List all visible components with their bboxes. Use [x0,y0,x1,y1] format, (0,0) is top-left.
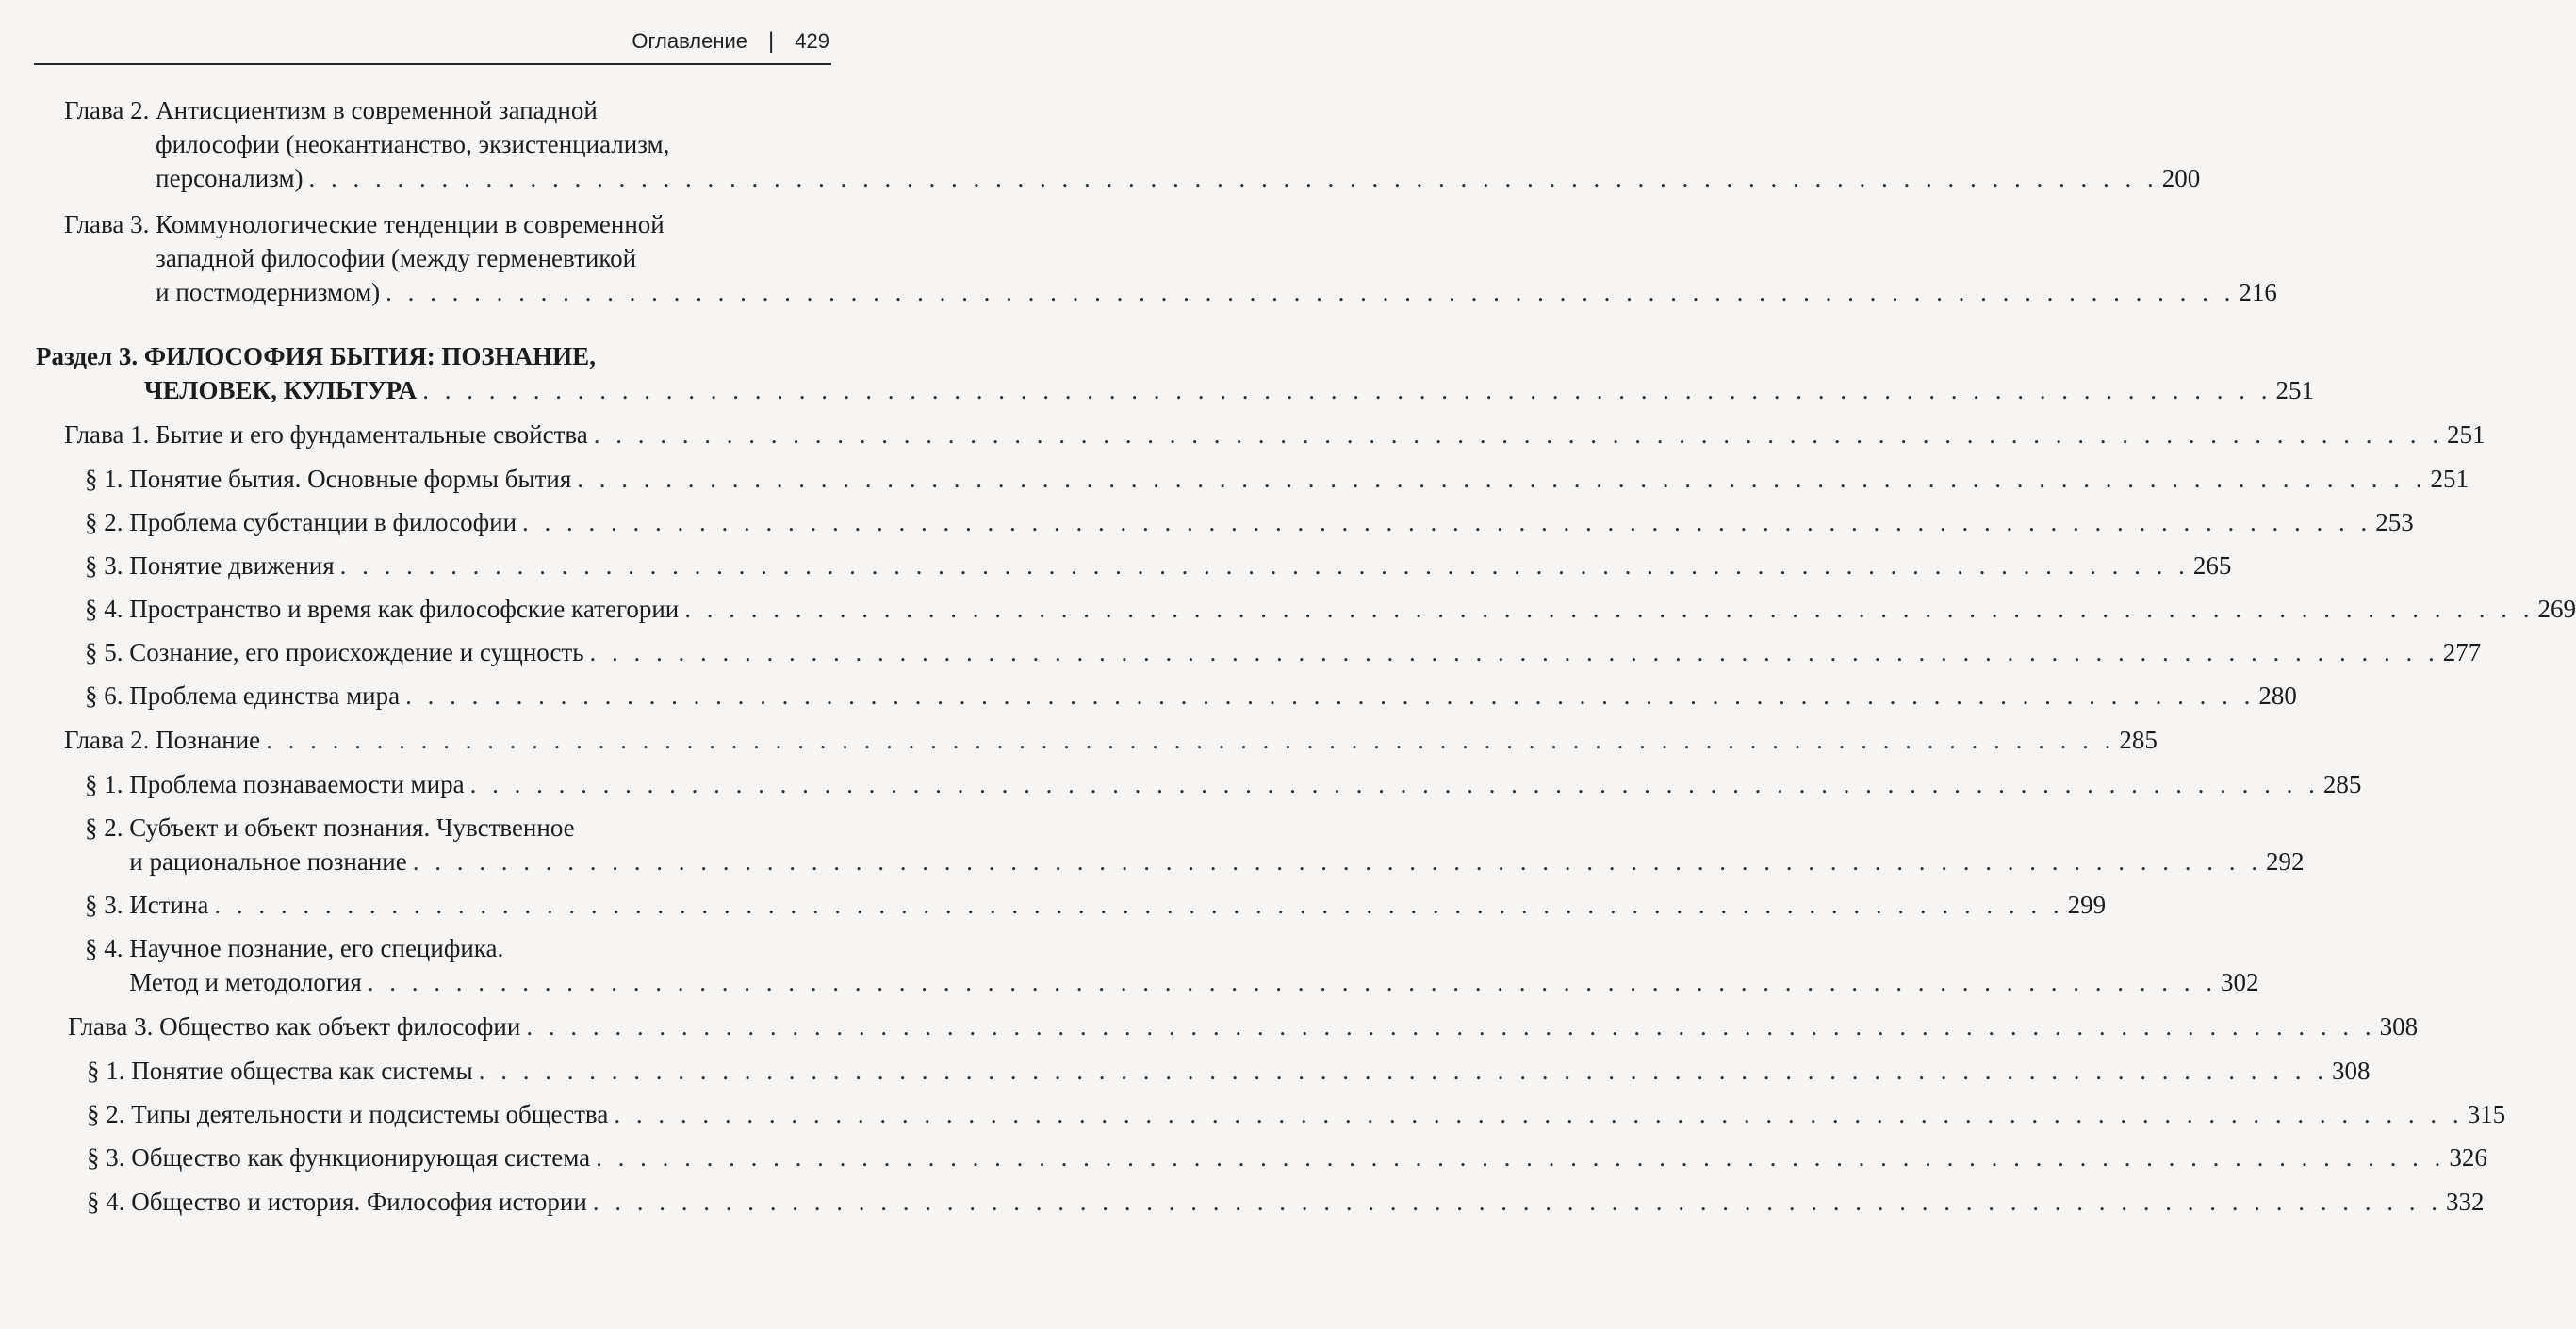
entry-prefix: § 5. [85,638,130,666]
entry-title-line: Проблема субстанции в философии [129,508,517,536]
toc-entry[interactable] [87,1097,2506,1131]
dot-leader [590,635,2439,669]
entry-prefix: § 4. [85,934,130,962]
entry-title-line: Проблема познаваемости мира [129,770,465,798]
toc-entry[interactable] [85,505,2414,539]
entry-prefix: Глава 2. [64,96,156,124]
entry-page: 285 [2119,726,2158,754]
entry-page: 269 [2537,595,2576,623]
toc-entry[interactable] [85,767,2362,801]
dot-leader [422,373,2272,407]
entry-page: 200 [2161,164,2201,192]
header-rule [34,63,831,65]
running-header [632,28,829,55]
entry-title-line: Понятие бытия. Основные формы бытия [129,465,572,493]
dot-leader [405,679,2255,713]
header-title: Оглавление [632,29,748,53]
entry-title-line: Понятие общества как системы [131,1057,473,1085]
entry-prefix: § 3. [85,891,130,919]
entry-title-line: Типы деятельности и подсистемы общества [131,1100,609,1128]
dot-leader [479,1054,2328,1088]
entry-page: 299 [2067,891,2107,919]
entry-prefix: § 1. [87,1057,132,1085]
entry-title-line: Антисциентизм в современной западной [156,96,598,124]
toc-section-entry[interactable] [36,339,2314,407]
header-separator: | [768,28,775,54]
entry-title-line: ЧЕЛОВЕК, КУЛЬТУРА [143,376,418,404]
entry-title-line: и постмодернизмом) [156,278,381,306]
entry-prefix: § 2. [87,1100,132,1128]
entry-page: 315 [2467,1100,2506,1128]
toc-entry[interactable] [64,207,2277,309]
entry-page: 308 [2331,1057,2371,1085]
toc-entry[interactable] [85,592,2576,626]
entry-title-line: Общество как объект философии [159,1012,521,1041]
dot-leader [614,1097,2463,1131]
toc-entry[interactable] [85,679,2297,713]
entry-title-line: Общество как функционирующая система [131,1143,591,1172]
dot-leader [577,462,2426,496]
entry-page: 280 [2258,681,2297,710]
entry-page: 251 [2275,376,2314,404]
entry-prefix: Глава 3. [64,210,156,238]
entry-prefix: § 4. [87,1188,132,1216]
entry-page: 326 [2449,1143,2487,1172]
entry-title-line: Бытие и его фундаментальные свойства [156,420,588,449]
entry-prefix: Глава 2. [64,726,156,754]
dot-leader [214,888,2063,922]
dot-leader [386,275,2235,309]
entry-title-line: Метод и методология [129,968,362,996]
entry-prefix: Раздел 3. [36,342,144,370]
entry-title-line: персонализм) [156,164,304,192]
entry-prefix: § 2. [85,508,130,536]
entry-page: 332 [2446,1188,2485,1216]
entry-page: 292 [2265,847,2305,876]
toc-entry[interactable] [68,1009,2419,1043]
entry-title-line: Научное познание, его специфика. [129,934,504,962]
entry-prefix: § 1. [85,770,130,798]
toc-entry[interactable] [85,931,2259,999]
entry-title-line: западной философии (между герменевтикой [156,244,637,272]
entry-page: 285 [2322,770,2362,798]
toc-entry[interactable] [85,635,2482,669]
entry-title-line: Понятие движения [129,551,335,580]
toc-entry[interactable] [85,549,2232,582]
toc-entry[interactable] [64,93,2201,195]
entry-prefix: Глава 3. [68,1012,160,1041]
entry-prefix: § 1. [85,465,130,493]
entry-title-line: Пространство и время как философские категории [129,595,680,623]
entry-prefix: § 6. [85,681,130,710]
entry-prefix: § 2. [85,813,130,842]
entry-title-line: и рациональное познание [129,847,407,876]
dot-leader [413,845,2262,878]
entry-page: 265 [2192,551,2232,580]
page-number: 429 [795,29,829,53]
entry-title-line: ФИЛОСОФИЯ БЫТИЯ: ПОЗНАНИЕ, [143,342,596,370]
entry-title-line: Истина [129,891,209,919]
entry-page: 251 [2447,420,2486,449]
toc-entry[interactable] [85,462,2469,496]
dot-leader [309,161,2158,195]
toc-entry[interactable] [85,811,2305,878]
entry-title-line: философии (неокантианство, экзистенциализм, [156,130,670,158]
entry-title-line: Общество и история. Философия истории [131,1188,587,1216]
entry-title-line: Проблема единства мира [129,681,401,710]
dot-leader [526,1009,2375,1043]
toc-entry[interactable] [87,1185,2485,1219]
dot-leader [594,418,2443,451]
entry-title-line: Коммунологические тенденции в современной [156,210,665,238]
dot-leader [266,723,2115,757]
entry-title-line: Сознание, его происхождение и сущность [129,638,584,666]
entry-page: 216 [2239,278,2277,306]
dot-leader [470,767,2320,801]
toc-entry[interactable] [64,723,2158,757]
entry-title-line: Познание [156,726,261,754]
entry-prefix: § 3. [87,1143,132,1172]
entry-page: 308 [2379,1012,2419,1041]
entry-prefix: § 4. [85,595,130,623]
dot-leader [596,1140,2445,1174]
dot-leader [340,549,2190,582]
entry-page: 251 [2430,465,2469,493]
entry-page: 253 [2375,508,2414,536]
toc-entry[interactable] [64,418,2486,451]
dot-leader [684,592,2534,626]
toc-entry[interactable] [85,888,2107,922]
entry-prefix: Глава 1. [64,420,156,449]
dot-leader [368,965,2217,999]
dot-leader [522,505,2371,539]
entry-page: 277 [2442,638,2482,666]
entry-page: 302 [2221,968,2259,996]
entry-title-line: Субъект и объект познания. Чувственное [129,813,575,842]
toc-entry[interactable] [87,1054,2371,1088]
toc-entry[interactable] [87,1140,2487,1174]
entry-prefix: § 3. [85,551,130,580]
dot-leader [593,1185,2442,1219]
